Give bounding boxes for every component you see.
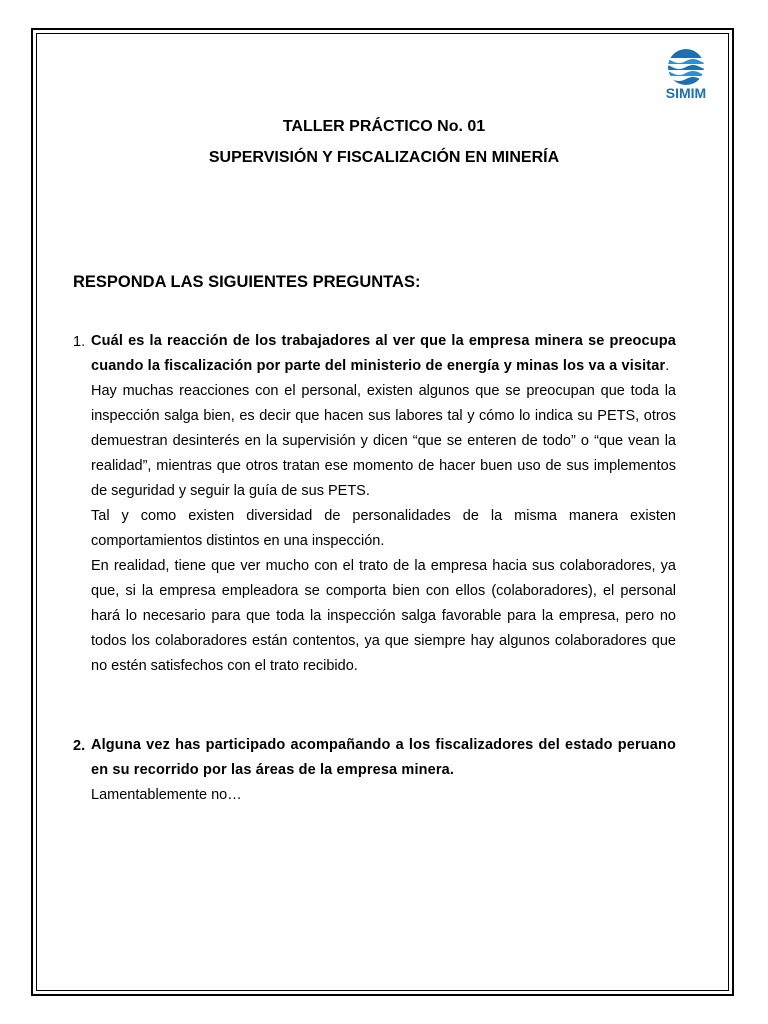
answer-paragraph: Lamentablemente no… bbox=[91, 787, 242, 803]
question-block bbox=[91, 329, 676, 679]
answer-paragraph: Hay muchas reacciones con el personal, existen algunos que se preocupan que toda la inspección salga bien, es decir que hacen sus labores tal y cómo lo indica su PETS, otros demuestran desinterés en la supervisión y dicen “que se enteren de todo” o “que vean la realidad”, mientras que otros tratan ese momento de hacer buen uso de sus implementos de seguridad y seguir la guía de sus PETS. bbox=[91, 383, 676, 499]
question-number: 2. bbox=[73, 738, 86, 754]
question-number: 1. bbox=[73, 334, 86, 350]
question-block bbox=[91, 733, 676, 808]
question-text bbox=[91, 329, 676, 379]
question-text bbox=[91, 733, 676, 783]
question-2-text: Alguna vez has participado acompañando a los fiscalizadores del estado peruano en su recorrido por las áreas de la empresa minera. bbox=[91, 737, 676, 778]
answer-paragraph: Tal y como existen diversidad de personalidades de la misma manera existen comportamientos distintos en una inspección. bbox=[91, 508, 676, 549]
question-1-end: . bbox=[665, 358, 670, 374]
logo-text: SIMIM bbox=[665, 85, 707, 101]
wave-globe-icon bbox=[658, 48, 714, 86]
answer-paragraph: En realidad, tiene que ver mucho con el trato de la empresa hacia sus colaboradores, ya que, si la empresa empleadora se comporta bien con ellos (colaboradores), el personal hará lo necesario para que toda la inspección salga favorable para la empresa, pero no todos los colaboradores están contentos, ya que siempre hay algunos colaboradores que no estén satisfechos con el trato recibido. bbox=[91, 558, 676, 674]
page-title: TALLER PRÁCTICO No. 01 bbox=[282, 118, 486, 135]
question-1-text: Cuál es la reacción de los trabajadores al ver que la empresa minera se preocupa cuando la fiscalización por parte del ministerio de energía y minas los va a visitar bbox=[91, 333, 676, 374]
page-subtitle: SUPERVISIÓN Y FISCALIZACIÓN EN MINERÍA bbox=[208, 149, 560, 166]
simim-logo bbox=[658, 48, 718, 108]
section-heading: RESPONDA LAS SIGUIENTES PREGUNTAS: bbox=[73, 273, 421, 291]
